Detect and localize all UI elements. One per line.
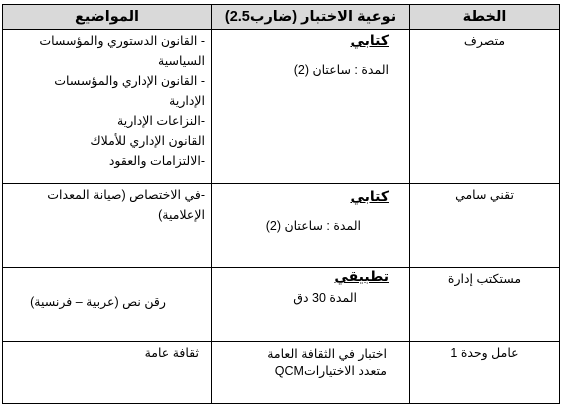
exam-detail: المدة 30 دق <box>293 291 357 305</box>
subject-line: - القانون الدستوري والمؤسسات <box>39 34 205 48</box>
exam-title: كتابي <box>350 32 389 48</box>
exam-detail: المدة : ساعتان (2) <box>265 219 361 233</box>
header-plan: الخطة <box>410 5 560 30</box>
exam-type-cell <box>212 184 410 268</box>
header-subjects: المواضيع <box>3 5 212 30</box>
plan-label: مستكتب إدارة <box>447 272 522 286</box>
subjects-cell <box>3 342 212 404</box>
table-row <box>3 184 560 268</box>
header-row <box>3 5 560 30</box>
exam-type-cell <box>212 342 410 404</box>
exam-type-cell <box>212 30 410 184</box>
plan-cell <box>410 30 560 184</box>
subjects-cell <box>3 30 212 184</box>
subject-line: الإدارية <box>169 94 205 108</box>
table-row <box>3 30 560 184</box>
plan-cell <box>410 342 560 404</box>
plan-label: تقني سامي <box>455 188 514 202</box>
table-row <box>3 342 560 404</box>
subject-line: رقن نص (عربية – فرنسية) <box>30 295 166 309</box>
exam-table <box>2 4 560 404</box>
subject-line: ثقافة عامة <box>144 346 199 360</box>
subject-line: -في الاختصاص (صيانة المعدات <box>47 188 205 202</box>
subjects-cell <box>3 184 212 268</box>
plan-cell <box>410 184 560 268</box>
header-exam-type: نوعية الاختبار (ضارب2.5) <box>212 5 410 30</box>
subjects-cell <box>3 268 212 342</box>
exam-type-cell <box>212 268 410 342</box>
subject-line: - القانون الإداري والمؤسسات <box>54 74 205 88</box>
subject-line: -الالتزامات والعقود <box>108 154 205 168</box>
subject-line: -النزاعات الإدارية <box>117 114 205 128</box>
exam-detail: المدة : ساعتان (2) <box>293 63 389 77</box>
exam-title: تطبيقي <box>334 268 389 284</box>
plan-label: متصرف <box>463 34 506 48</box>
exam-detail: اختبار في الثقافة العامة متعدد الاختياراتQCM <box>267 347 387 378</box>
plan-cell <box>410 268 560 342</box>
subject-line: السياسية <box>158 54 205 68</box>
plan-label: عامل وحدة 1 <box>450 346 519 360</box>
subject-line: الإعلامية) <box>158 208 205 222</box>
exam-title: كتابي <box>350 188 389 204</box>
table-row <box>3 268 560 342</box>
subject-line: القانون الإداري للأملاك <box>90 134 205 148</box>
